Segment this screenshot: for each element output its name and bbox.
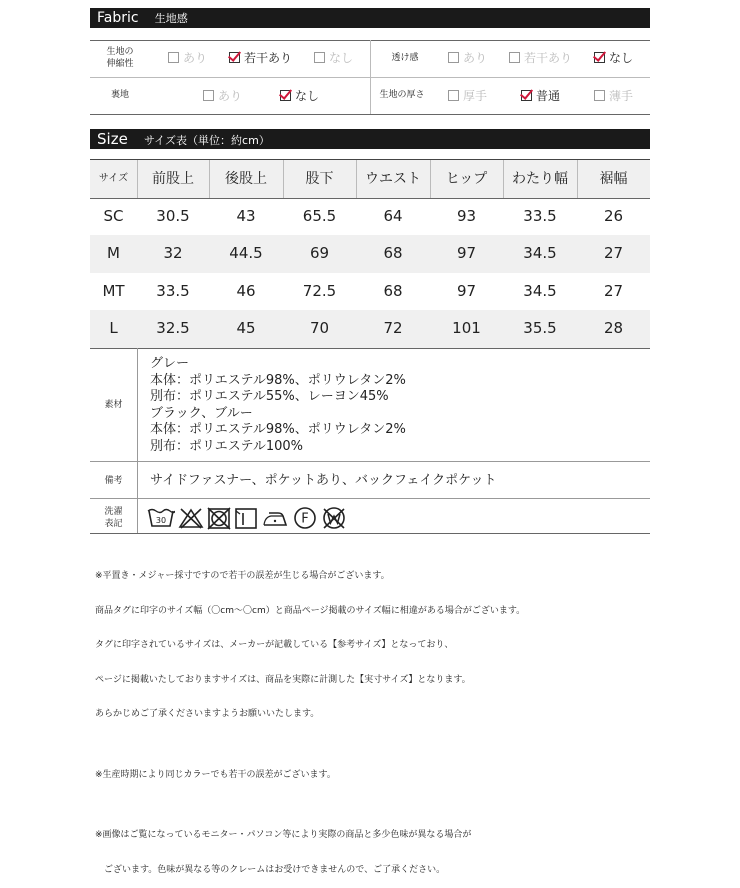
table-cell: 97 <box>456 244 477 262</box>
spacer <box>95 804 525 807</box>
column-header-waist: ウエスト <box>365 171 421 187</box>
table-cell: 72.5 <box>302 282 337 300</box>
fabric-section-header <box>90 8 650 28</box>
option-thin <box>594 88 633 104</box>
size-label-cell: MT <box>102 282 125 300</box>
material-line: 本体：ポリエステル98%、ポリウレタン2% <box>150 422 406 437</box>
table-cell: 33.5 <box>156 282 190 300</box>
footnote-line: ページに掲載いたしておりますサイズは、商品を実際に計測した【実寸サイズ】となります。 <box>95 674 471 685</box>
checkbox-icon <box>314 52 325 63</box>
divider <box>370 40 371 114</box>
table-cell: 46 <box>236 282 256 300</box>
dry-clean-letter: F <box>301 511 309 527</box>
option-label: なし <box>295 89 320 103</box>
footnote-line: 商品タグに印字のサイズ幅（〇cm〜〇cm）と商品ページ掲載のサイズ幅に相違がある場合がございます。 <box>95 605 526 616</box>
table-cell: 34.5 <box>523 282 557 300</box>
footnote-line: ※画像はご覧になっているモニター・パソコン等により実際の商品と多少色味が異なる場合が <box>95 830 472 840</box>
size-label-cell: L <box>109 319 118 337</box>
table-cell: 33.5 <box>523 207 557 225</box>
wash-30-icon <box>147 506 175 530</box>
table-cell: 64 <box>383 207 403 225</box>
footnote-line: タグに印字されているサイズは、メーカーが記載している【参考サイズ】となっており、 <box>95 640 454 650</box>
column-header-inseam: 股下 <box>305 171 334 187</box>
table-cell: 43 <box>236 207 256 225</box>
divider <box>90 114 650 115</box>
size-label-cell: M <box>107 244 120 262</box>
material-line: ブラック、ブルー <box>150 405 253 421</box>
label-line: 表記 <box>104 519 123 529</box>
column-header-back-rise: 後股上 <box>225 171 267 187</box>
fabric-label-stretch <box>95 46 145 70</box>
checkbox-icon <box>448 52 459 63</box>
column-header-front-rise: 前股上 <box>152 171 194 187</box>
option-label: 普通 <box>536 89 561 103</box>
option-stretch-no <box>314 50 353 66</box>
label-line: 生地の厚さ <box>379 90 425 100</box>
table-cell: 68 <box>383 244 403 262</box>
fabric-label-sheerness <box>380 52 430 64</box>
table-cell: 69 <box>309 244 330 262</box>
option-label: あり <box>218 89 243 103</box>
label-line: 裏地 <box>110 90 129 100</box>
size-label-cell: SC <box>103 207 124 225</box>
no-wet-clean-icon <box>321 506 347 530</box>
line-dry-icon <box>234 506 258 530</box>
table-cell: 44.5 <box>229 244 263 262</box>
checkbox-icon <box>168 52 179 63</box>
option-label: あり <box>183 51 208 65</box>
table-cell: 101 <box>452 319 481 337</box>
material-line: グレー <box>150 356 190 371</box>
option-lining-no <box>280 88 319 104</box>
table-cell: 45 <box>236 319 256 337</box>
checked-checkbox-icon <box>521 90 532 101</box>
divider <box>90 498 650 499</box>
footnote-line: あらかじめご了承くださいますようお願いいたします。 <box>95 709 320 719</box>
divider <box>90 461 650 462</box>
divider <box>90 533 650 534</box>
table-cell: 27 <box>603 282 624 300</box>
footnote-line: ございます。色味が異なる等のクレームはお受けできませんので、ご了承ください。 <box>95 864 446 875</box>
dry-clean-f-icon <box>292 506 318 530</box>
option-stretch-yes <box>168 50 207 66</box>
option-label: なし <box>329 51 354 65</box>
care-icons <box>147 505 347 531</box>
fabric-title-jp: 生地感 <box>154 12 188 25</box>
material-line: 別布：ポリエステル55%、レーヨン45% <box>150 389 389 404</box>
fabric-title: Fabric <box>97 10 139 26</box>
size-title-jp: サイズ表（単位：約cm） <box>143 134 270 147</box>
option-label: 厚手 <box>463 89 488 103</box>
footnote-line: ※平置き・メジャー採寸ですので若干の誤差が生じる場合がございます。 <box>95 571 390 581</box>
checked-checkbox-icon <box>280 90 291 101</box>
option-sheer-slight <box>509 50 572 66</box>
material-label: 素材 <box>104 400 123 410</box>
divider <box>90 348 650 349</box>
table-cell: 32 <box>163 244 183 262</box>
spacer <box>95 744 525 747</box>
option-stretch-slight <box>229 50 292 66</box>
table-cell: 65.5 <box>302 207 337 225</box>
option-label: 若干あり <box>244 51 293 65</box>
label-line: 透け感 <box>391 53 419 63</box>
table-cell: 70 <box>309 319 330 337</box>
no-tumble-dry-icon <box>207 506 231 530</box>
fabric-label-thickness <box>372 89 432 101</box>
option-label: なし <box>609 51 634 65</box>
column-header-hip: ヒップ <box>445 171 488 187</box>
footnote-line: ※生産時期により同じカラーでも若干の誤差がございます。 <box>95 769 336 780</box>
fabric-label-lining <box>95 89 145 101</box>
checkbox-icon <box>203 90 214 101</box>
label-line: 洗濯 <box>104 507 123 517</box>
column-header-thigh: わたり幅 <box>512 171 568 187</box>
column-header-hem: 裾幅 <box>599 171 628 187</box>
checked-checkbox-icon <box>594 52 605 63</box>
material-line: 別布：ポリエステル100% <box>150 438 303 454</box>
option-sheer-yes <box>448 50 487 66</box>
size-section-header <box>90 129 650 149</box>
option-thick <box>448 88 487 104</box>
iron-low-icon <box>261 506 289 530</box>
column-header-size: サイズ <box>98 173 129 184</box>
footnotes <box>95 548 525 888</box>
table-cell: 26 <box>603 207 624 225</box>
table-cell: 30.5 <box>156 207 190 225</box>
wash-temp: 30 <box>155 516 167 525</box>
option-normal <box>521 88 560 104</box>
material-line: 本体：ポリエステル98%、ポリウレタン2% <box>150 372 406 388</box>
material-text <box>150 356 406 455</box>
label-line: 伸縮性 <box>106 59 134 69</box>
option-lining-yes <box>203 88 242 104</box>
option-label: あり <box>463 51 488 65</box>
option-label: 薄手 <box>609 89 634 103</box>
table-cell: 93 <box>456 207 477 225</box>
checked-checkbox-icon <box>229 52 240 63</box>
table-cell: 68 <box>383 282 403 300</box>
size-title: Size <box>97 130 128 148</box>
table-cell: 28 <box>603 319 624 337</box>
remarks-label: 備考 <box>104 476 123 486</box>
table-cell: 35.5 <box>523 319 557 337</box>
checkbox-icon <box>509 52 520 63</box>
care-label <box>90 506 137 530</box>
checkbox-icon <box>448 90 459 101</box>
table-cell: 34.5 <box>523 244 557 262</box>
checkbox-icon <box>594 90 605 101</box>
label-line: 生地の <box>106 47 134 57</box>
table-cell: 27 <box>603 244 624 262</box>
table-cell: 32.5 <box>156 319 190 337</box>
option-sheer-no <box>594 50 633 66</box>
option-label: 若干あり <box>524 51 573 65</box>
divider <box>137 348 138 533</box>
remarks-text: サイドファスナー、ポケットあり、バックフェイクポケット <box>150 473 497 488</box>
no-bleach-icon <box>178 506 204 530</box>
table-cell: 97 <box>456 282 477 300</box>
table-cell: 72 <box>383 319 403 337</box>
